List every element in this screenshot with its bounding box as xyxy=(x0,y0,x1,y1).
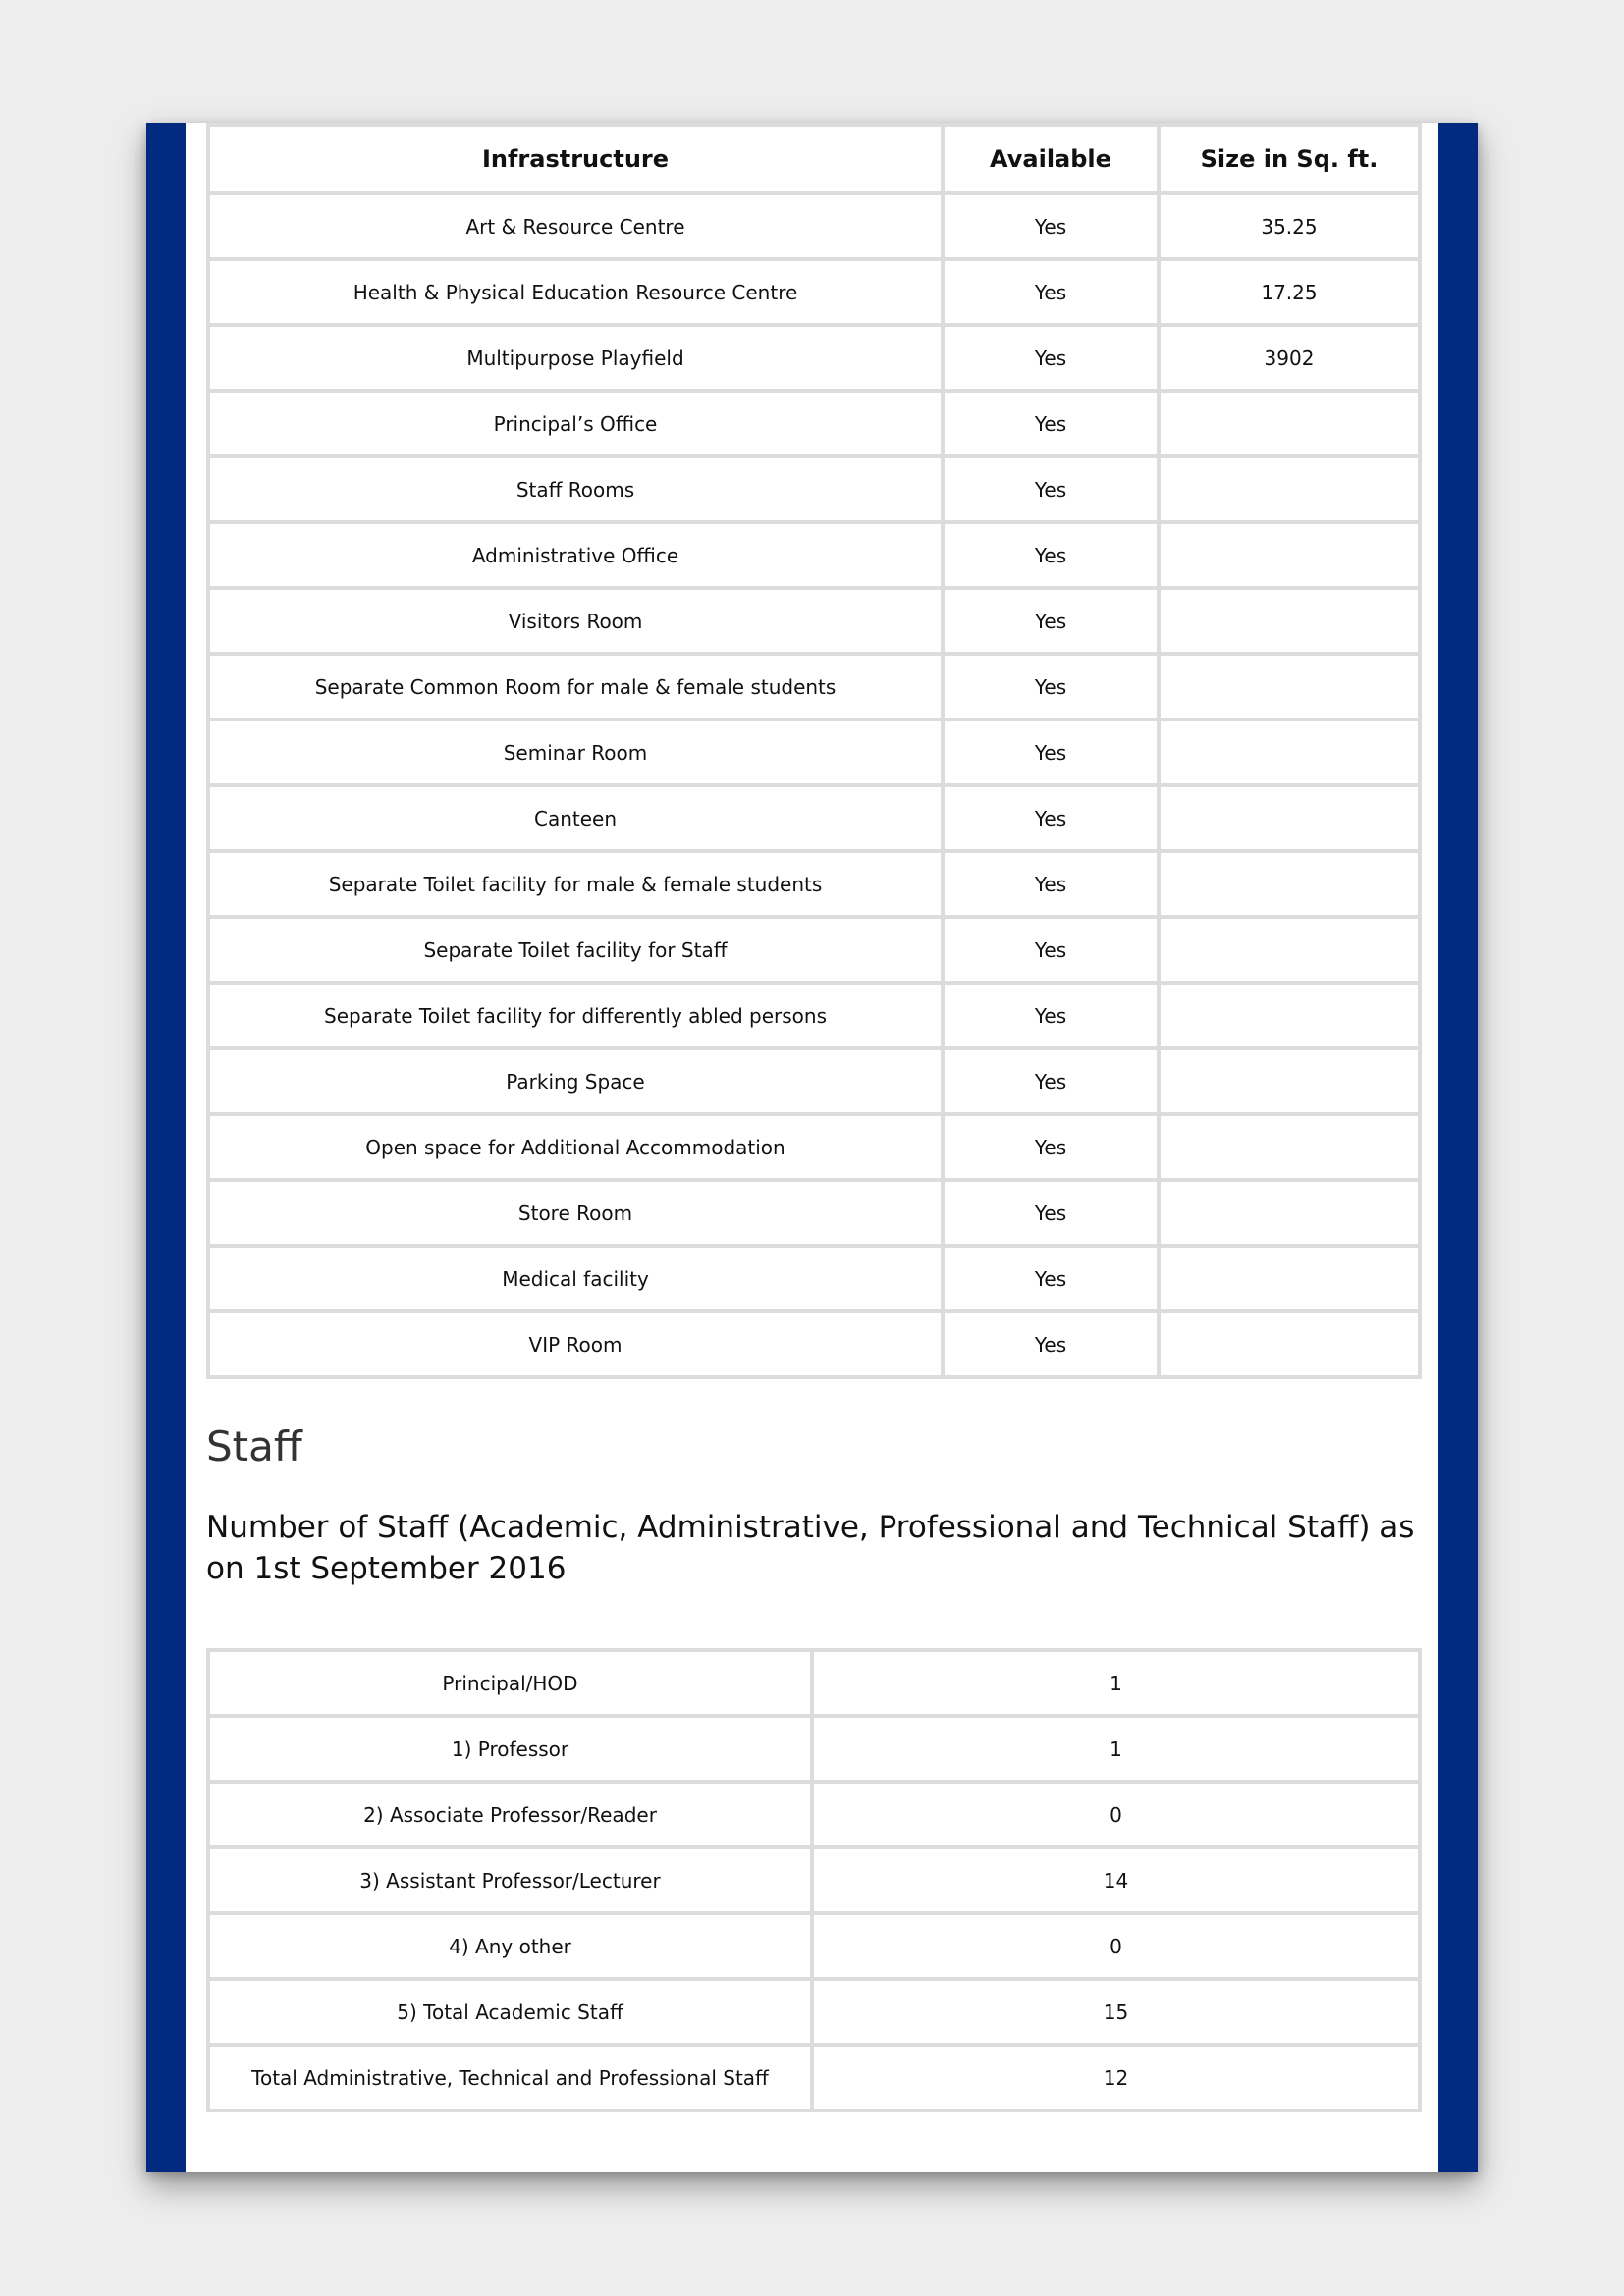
table-row xyxy=(208,1847,1420,1913)
infrastructure-cell: Staff Rooms xyxy=(208,456,943,522)
table-row xyxy=(208,325,1420,391)
available-cell: Yes xyxy=(943,391,1159,456)
table-row xyxy=(208,851,1420,917)
size-cell xyxy=(1159,654,1420,720)
table-row xyxy=(208,259,1420,325)
staff-category-cell: 1) Professor xyxy=(208,1716,812,1782)
size-cell: 17.25 xyxy=(1159,259,1420,325)
table-row xyxy=(208,785,1420,851)
infrastructure-cell: Separate Common Room for male & female students xyxy=(208,654,943,720)
infrastructure-header-row xyxy=(208,125,1420,193)
staff-count-cell: 0 xyxy=(812,1782,1420,1847)
staff-count-cell: 1 xyxy=(812,1650,1420,1716)
infrastructure-cell: Administrative Office xyxy=(208,522,943,588)
infrastructure-cell: Store Room xyxy=(208,1180,943,1246)
staff-count-cell: 12 xyxy=(812,2045,1420,2110)
header-size: Size in Sq. ft. xyxy=(1159,125,1420,193)
left-accent-bar xyxy=(146,123,186,2172)
infrastructure-cell: Visitors Room xyxy=(208,588,943,654)
available-cell: Yes xyxy=(943,983,1159,1048)
size-cell xyxy=(1159,391,1420,456)
table-row xyxy=(208,1913,1420,1979)
infrastructure-cell: Parking Space xyxy=(208,1048,943,1114)
staff-category-cell: 2) Associate Professor/Reader xyxy=(208,1782,812,1847)
table-row xyxy=(208,917,1420,983)
right-accent-bar xyxy=(1438,123,1478,2172)
table-row xyxy=(208,1716,1420,1782)
size-cell xyxy=(1159,917,1420,983)
header-available: Available xyxy=(943,125,1159,193)
document-page xyxy=(146,123,1478,2172)
staff-heading: Staff xyxy=(206,1422,302,1470)
infrastructure-cell: Canteen xyxy=(208,785,943,851)
table-row xyxy=(208,588,1420,654)
staff-table xyxy=(206,1648,1422,2112)
infrastructure-cell: Art & Resource Centre xyxy=(208,193,943,259)
available-cell: Yes xyxy=(943,851,1159,917)
table-row xyxy=(208,1311,1420,1377)
infrastructure-cell: Separate Toilet facility for male & female students xyxy=(208,851,943,917)
infrastructure-cell: Multipurpose Playfield xyxy=(208,325,943,391)
staff-category-cell: Total Administrative, Technical and Professional Staff xyxy=(208,2045,812,2110)
size-cell xyxy=(1159,1048,1420,1114)
size-cell: 35.25 xyxy=(1159,193,1420,259)
table-row xyxy=(208,720,1420,785)
infrastructure-cell: Seminar Room xyxy=(208,720,943,785)
table-row xyxy=(208,1979,1420,2045)
available-cell: Yes xyxy=(943,1114,1159,1180)
table-row xyxy=(208,522,1420,588)
available-cell: Yes xyxy=(943,325,1159,391)
table-row xyxy=(208,1650,1420,1716)
infrastructure-cell: Open space for Additional Accommodation xyxy=(208,1114,943,1180)
available-cell: Yes xyxy=(943,1180,1159,1246)
size-cell: 3902 xyxy=(1159,325,1420,391)
infrastructure-cell: VIP Room xyxy=(208,1311,943,1377)
staff-body xyxy=(208,1650,1420,2110)
size-cell xyxy=(1159,851,1420,917)
size-cell xyxy=(1159,1114,1420,1180)
table-row xyxy=(208,1114,1420,1180)
table-row xyxy=(208,1246,1420,1311)
available-cell: Yes xyxy=(943,1311,1159,1377)
infrastructure-cell: Separate Toilet facility for Staff xyxy=(208,917,943,983)
table-row xyxy=(208,654,1420,720)
available-cell: Yes xyxy=(943,917,1159,983)
size-cell xyxy=(1159,785,1420,851)
available-cell: Yes xyxy=(943,1048,1159,1114)
table-row xyxy=(208,1782,1420,1847)
table-row xyxy=(208,1048,1420,1114)
table-row xyxy=(208,193,1420,259)
staff-count-cell: 0 xyxy=(812,1913,1420,1979)
header-infrastructure: Infrastructure xyxy=(208,125,943,193)
available-cell: Yes xyxy=(943,456,1159,522)
available-cell: Yes xyxy=(943,259,1159,325)
available-cell: Yes xyxy=(943,193,1159,259)
available-cell: Yes xyxy=(943,588,1159,654)
available-cell: Yes xyxy=(943,720,1159,785)
table-row xyxy=(208,391,1420,456)
infrastructure-cell: Principal’s Office xyxy=(208,391,943,456)
staff-category-cell: Principal/HOD xyxy=(208,1650,812,1716)
size-cell xyxy=(1159,1180,1420,1246)
table-row xyxy=(208,456,1420,522)
available-cell: Yes xyxy=(943,654,1159,720)
staff-category-cell: 3) Assistant Professor/Lecturer xyxy=(208,1847,812,1913)
infrastructure-cell: Medical facility xyxy=(208,1246,943,1311)
size-cell xyxy=(1159,522,1420,588)
page-content xyxy=(206,123,1418,2112)
staff-category-cell: 4) Any other xyxy=(208,1913,812,1979)
size-cell xyxy=(1159,1311,1420,1377)
available-cell: Yes xyxy=(943,785,1159,851)
size-cell xyxy=(1159,983,1420,1048)
staff-count-cell: 1 xyxy=(812,1716,1420,1782)
staff-subheading: Number of Staff (Academic, Administrative, Professional and Technical Staff) as on 1st September 2016 xyxy=(206,1510,1415,1587)
available-cell: Yes xyxy=(943,1246,1159,1311)
infrastructure-body xyxy=(208,193,1420,1377)
infrastructure-cell: Separate Toilet facility for differently abled persons xyxy=(208,983,943,1048)
infrastructure-cell: Health & Physical Education Resource Centre xyxy=(208,259,943,325)
infrastructure-table xyxy=(206,123,1422,1379)
table-row xyxy=(208,2045,1420,2110)
staff-count-cell: 14 xyxy=(812,1847,1420,1913)
size-cell xyxy=(1159,720,1420,785)
available-cell: Yes xyxy=(943,522,1159,588)
staff-count-cell: 15 xyxy=(812,1979,1420,2045)
size-cell xyxy=(1159,456,1420,522)
staff-category-cell: 5) Total Academic Staff xyxy=(208,1979,812,2045)
size-cell xyxy=(1159,1246,1420,1311)
size-cell xyxy=(1159,588,1420,654)
table-row xyxy=(208,983,1420,1048)
table-row xyxy=(208,1180,1420,1246)
